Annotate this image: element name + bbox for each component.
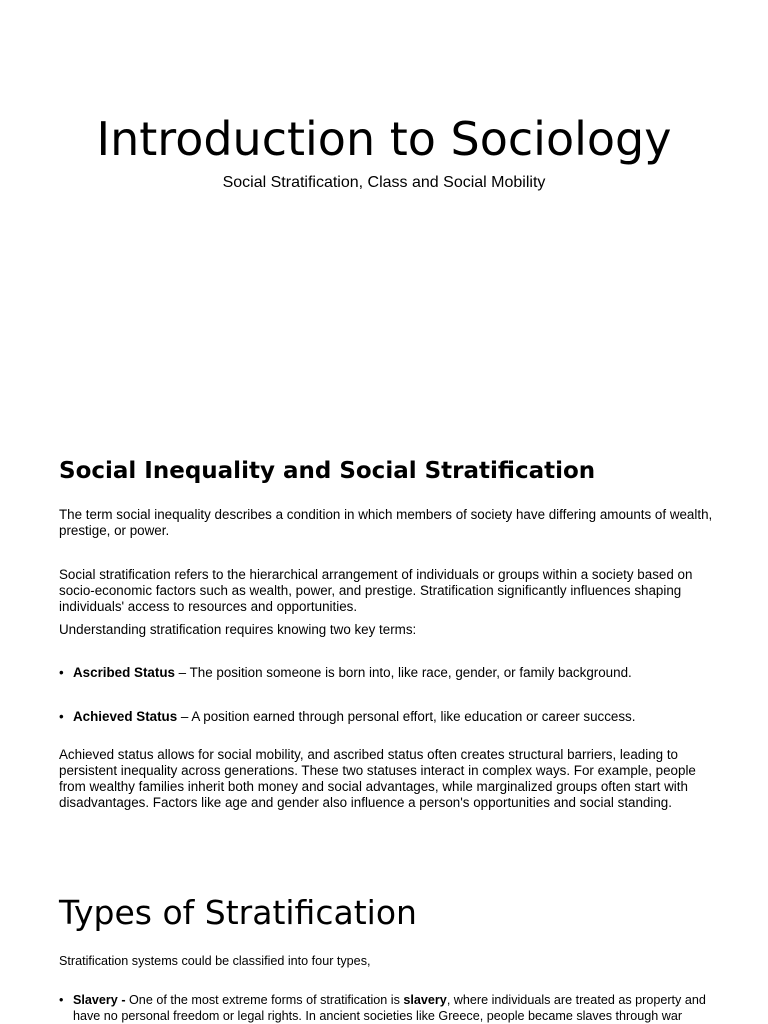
key-terms-list	[59, 664, 719, 726]
bullet-icon: •	[59, 665, 64, 680]
list-item-ascribed-status	[59, 664, 719, 682]
title-block	[0, 114, 768, 193]
page-title: Introduction to Sociology	[96, 112, 672, 166]
slavery-text-after: , where individuals are treated as property and have no personal freedom or legal rights. In ancient societies like Greece, people became slaves through war	[73, 993, 706, 1023]
section-heading: Types of Stratification	[59, 893, 417, 932]
section-heading: Social Inequality and Social Stratification	[59, 458, 596, 484]
paragraph-key-terms-intro: Understanding stratification requires knowing two key terms:	[59, 622, 417, 637]
term-description: – The position someone is born into, like race, gender, or family background.	[174, 665, 632, 680]
paragraph-inequality-definition: The term social inequality describes a condition in which members of society have differing amounts of wealth, prestige, or power.	[59, 507, 713, 538]
list-item-slavery	[59, 992, 719, 1024]
section-types-of-stratification	[59, 893, 719, 1024]
term-description: – A position earned through personal effort, like education or career success.	[177, 709, 636, 724]
bullet-icon: •	[59, 709, 64, 724]
term-achieved-status: Achieved Status	[73, 709, 178, 724]
slavery-emphasis: slavery	[403, 993, 447, 1007]
term-slavery: Slavery -	[73, 993, 126, 1007]
slavery-text-before: One of the most extreme forms of stratification is	[125, 993, 404, 1007]
list-item-achieved-status	[59, 708, 719, 726]
page-subtitle: Social Stratification, Class and Social Mobility	[222, 174, 546, 191]
term-ascribed-status: Ascribed Status	[73, 665, 175, 680]
paragraph-status-interaction: Achieved status allows for social mobility, and ascribed status often creates structural barriers, leading to persistent inequality across generations. These two statuses interact in complex ways. For example, people from wealthy families inherit both money and social advantages, while marginalized groups often start with disadvantages. Factors like age and gender also influence a person's opportunities and social standing.	[59, 747, 696, 810]
stratification-types-list	[59, 992, 719, 1024]
paragraph-types-intro: Stratification systems could be classified into four types,	[59, 954, 371, 968]
bullet-icon: •	[59, 993, 64, 1007]
paragraph-stratification-definition: Social stratification refers to the hierarchical arrangement of individuals or groups within a society based on socio-economic factors such as wealth, power, and prestige. Stratification significantly influences shaping individuals' access to resources and opportunities.	[59, 567, 693, 614]
section-social-inequality	[59, 455, 719, 811]
